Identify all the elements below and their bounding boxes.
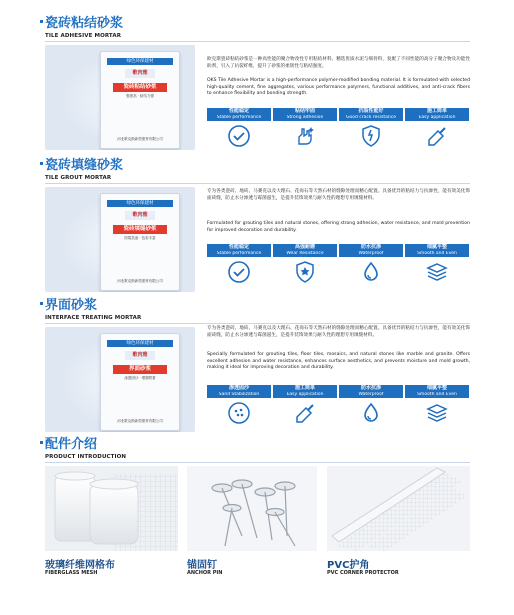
feature-label-cn: 防水抗渗 — [339, 385, 403, 392]
sand-icon — [227, 401, 251, 425]
fiberglass-mesh-image — [45, 466, 178, 551]
feature-label-cn: 性能稳定 — [207, 244, 271, 251]
layers-icon — [425, 260, 449, 284]
description-en: Formulated for grouting tiles and natural stones, offering strong adhesion, water resistance, and mold prevention for improved decoration and durability. — [207, 221, 470, 233]
bag-logo: 歌肉雅 — [125, 69, 155, 78]
accessory-subtitle: PVC CORNER PROTECTOR — [327, 570, 399, 576]
section-subtitle: TILE GROUT MORTAR — [45, 175, 112, 181]
feature-label-en: Smooth and Even — [405, 392, 469, 398]
feature-label-en: Easy application — [273, 392, 337, 398]
feature-row — [207, 244, 470, 284]
bag-tagline: 强度高 · 粘结力强 — [126, 94, 154, 98]
bag-strip: 绿色环保建材 — [107, 58, 173, 65]
product-image — [45, 327, 195, 432]
shield-star-icon — [293, 260, 317, 284]
section-divider — [45, 323, 470, 324]
accessory-title: 锚固钉 — [187, 560, 217, 571]
feature-label-en: Smooth and Even — [405, 251, 469, 257]
feature-item — [207, 108, 271, 152]
feature-label-en: Waterproof — [339, 392, 403, 398]
section-subtitle: INTERFACE TREATING MORTAR — [45, 315, 142, 321]
product-image — [45, 45, 195, 150]
pvc-corner-image — [327, 466, 470, 551]
product-image — [45, 187, 195, 292]
section-subtitle: PRODUCT INTRODUCTION — [45, 454, 127, 460]
accessory-subtitle: ANCHOR PIN — [187, 570, 223, 576]
bag-strip: 绿色环保建材 — [107, 340, 173, 347]
feature-item — [207, 385, 271, 429]
layers-icon — [425, 401, 449, 425]
section-divider — [45, 41, 470, 42]
bag-logo: 歌肉雅 — [125, 211, 155, 220]
feature-item — [273, 108, 337, 152]
feature-row — [207, 108, 470, 148]
bag-manufacturer: 河北歌克斯新型建材有限公司 — [117, 419, 163, 423]
accessory-subtitle: FIBERGLASS MESH — [45, 570, 98, 576]
feature-item — [339, 385, 403, 429]
section-subtitle: TILE ADHESIVE MORTAR — [45, 33, 122, 39]
feature-label-en: Stable performance — [207, 115, 271, 121]
description-en: Specially formulated for grouting tiles, floor tiles, mosaics, and natural stones like marble and granite. Offers excellent adhesion and water resistance, enhances surface aesthetics, and prevents moisture and mold growth, making it ideal for improving decoration and durability. — [207, 352, 470, 371]
description-cn: 专为各类瓷砖、地砖、马赛克以及大理石、花岗石等天然石材的缝隙处理而精心配置。具备优异的粘结力与抗渗性，能有效美化饰面砖缝，防止水分渗透与霉菌滋生，是提升装饰效果与耐久性的理想专用填缝材料。 — [207, 326, 470, 338]
droplet-icon — [359, 401, 383, 425]
seal-check-icon — [227, 124, 251, 148]
accessory-title: 玻璃纤维网格布 — [45, 560, 115, 571]
feature-label-cn: 施工简单 — [273, 385, 337, 392]
feature-label-en: Sand Stabilization — [207, 392, 271, 398]
feature-label-cn: 防水抗渗 — [339, 244, 403, 251]
bag-manufacturer: 河北歌克斯新型建材有限公司 — [117, 137, 163, 141]
description-cn: 专为各类瓷砖、地砖、马赛克以及大理石、花岗石等天然石材的缝隙处理而精心配置。具备优异的粘结力与抗渗性，能有效美化饰面砖缝，防止水分渗透与霉菌滋生，是提升装饰效果与耐久性的理想专用填缝材料。 — [207, 189, 470, 201]
feature-label-cn: 粘结牢固 — [273, 108, 337, 115]
hand-sparkle-icon — [293, 124, 317, 148]
feature-label-en: Wear Resistance — [273, 251, 337, 257]
trowel-icon — [293, 401, 317, 425]
feature-item — [273, 244, 337, 288]
feature-item — [339, 108, 403, 152]
feature-label-cn: 抗裂性能好 — [339, 108, 403, 115]
feature-item — [405, 244, 469, 288]
product-bag — [100, 193, 180, 291]
trowel-icon — [425, 124, 449, 148]
section-marker — [40, 162, 43, 165]
feature-label-cn: 细腻平整 — [405, 385, 469, 392]
feature-row — [207, 385, 470, 425]
feature-label-cn: 细腻平整 — [405, 244, 469, 251]
feature-item — [405, 385, 469, 429]
section-marker — [40, 302, 43, 305]
bag-product-name: 瓷砖粘结砂浆 — [113, 83, 167, 92]
description-cn: 欧克斯瓷砖粘结砂浆是一种高性能的聚合物改性专用粘结材料。精选优质水泥与细骨料，复配了不同性能的高分子聚合物及功能性助剂，引入了抗裂纤维，提升了砂浆的柔韧性与粘结强度。 — [207, 57, 470, 69]
bag-product-name: 界面砂浆 — [113, 365, 167, 374]
anchor-pin-image — [187, 466, 317, 551]
section-divider — [45, 183, 470, 184]
shield-crack-icon — [359, 124, 383, 148]
section-marker — [40, 441, 43, 444]
bag-manufacturer: 河北歌克斯新型建材有限公司 — [117, 279, 163, 283]
feature-label-cn: 性能稳定 — [207, 108, 271, 115]
feature-label-cn: 渗透固沙 — [207, 385, 271, 392]
section-marker — [40, 20, 43, 23]
feature-label-en: Stable performance — [207, 251, 271, 257]
section-title: 瓷砖粘结砂浆 — [45, 16, 124, 31]
product-bag — [100, 51, 180, 149]
section-title: 瓷砖填缝砂浆 — [45, 158, 124, 173]
section-title: 界面砂浆 — [45, 298, 98, 313]
section-title: 配件介绍 — [45, 437, 98, 452]
feature-label-cn: 高强耐磨 — [273, 244, 337, 251]
product-bag — [100, 333, 180, 431]
bag-logo: 歌肉雅 — [125, 351, 155, 360]
feature-item — [207, 244, 271, 288]
bag-tagline: 渗透固沙 · 增强附着 — [124, 376, 156, 380]
accessory-title: PVC护角 — [327, 560, 370, 571]
feature-label-en: Strong adhesion — [273, 115, 337, 121]
feature-label-en: Easy application — [405, 115, 469, 121]
feature-label-en: Good crack resistance — [339, 115, 403, 121]
bag-product-name: 瓷砖填缝砂浆 — [113, 225, 167, 234]
section-divider — [45, 462, 470, 463]
droplet-icon — [359, 260, 383, 284]
feature-item — [405, 108, 469, 152]
feature-label-cn: 施工简单 — [405, 108, 469, 115]
feature-item — [273, 385, 337, 429]
feature-item — [339, 244, 403, 288]
seal-check-icon — [227, 260, 251, 284]
bag-tagline: 防霉抗渗 · 色彩丰富 — [124, 236, 156, 240]
feature-label-en: Waterproof — [339, 251, 403, 257]
description-en: OKS Tile Adhesive Mortar is a high-performance polymer-modified bonding material. It is formulated with selected high-quality cement, fine aggregates, various performance polymers, functional additives, and anti-crack fibers to enhance flexibility and bonding strength. — [207, 78, 470, 97]
bag-strip: 绿色环保建材 — [107, 200, 173, 207]
